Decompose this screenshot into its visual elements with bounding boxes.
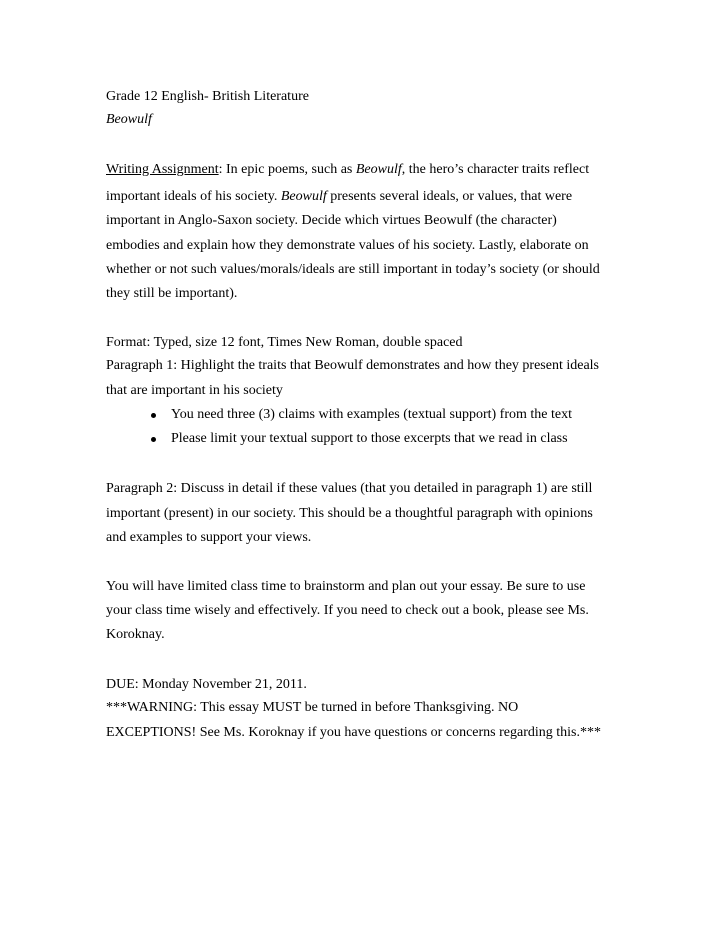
format-line: Format: Typed, size 12 font, Times New Roman, double spaced (106, 335, 463, 350)
document-title: Beowulf (106, 112, 152, 127)
assignment-label: Writing Assignment (106, 162, 219, 177)
assignment-line-3: important in Anglo-Saxon society. Decide which virtues Beowulf (the character) (106, 213, 557, 228)
classtime-line-3: Koroknay. (106, 627, 165, 642)
bullet-item-1: You need three (3) claims with examples (textual support) from the text (171, 407, 572, 422)
bullet-icon (151, 413, 156, 418)
due-date-line: DUE: Monday November 21, 2011. (106, 677, 307, 692)
warning-line-2: EXCEPTIONS! See Ms. Koroknay if you have questions or concerns regarding this.*** (106, 725, 601, 740)
assignment-line-2: important ideals of his society. Beowulf presents several ideals, or values, that were (106, 189, 573, 204)
bullet-item-2: Please limit your textual support to those excerpts that we read in class (171, 431, 568, 446)
paragraph2-line-2: important (present) in our society. This should be a thoughtful paragraph with opinions (106, 506, 593, 521)
warning-line-1: ***WARNING: This essay MUST be turned in before Thanksgiving. NO (106, 700, 519, 715)
paragraph1-line-1: Paragraph 1: Highlight the traits that Beowulf demonstrates and how they present ideals (106, 358, 599, 373)
classtime-line-1: You will have limited class time to brainstorm and plan out your essay. Be sure to use (106, 579, 586, 594)
assignment-line-5: whether or not such values/morals/ideals are still important in today’s society (or should (106, 262, 600, 277)
paragraph1-line-2: that are important in his society (106, 383, 283, 398)
classtime-line-2: your class time wisely and effectively. If you need to check out a book, please see Ms. (106, 603, 589, 618)
assignment-line-6: they still be important). (106, 286, 238, 301)
bullet-icon (151, 437, 156, 442)
assignment-line-1: Writing Assignment: In epic poems, such as Beowulf, the hero’s character traits reflect (106, 162, 590, 177)
paragraph2-line-3: and examples to support your views. (106, 530, 312, 545)
assignment-line-4: embodies and explain how they demonstrate values of his society. Lastly, elaborate on (106, 238, 589, 253)
course-heading: Grade 12 English- British Literature (106, 89, 309, 104)
paragraph2-line-1: Paragraph 2: Discuss in detail if these values (that you detailed in paragraph 1) are still (106, 481, 593, 496)
